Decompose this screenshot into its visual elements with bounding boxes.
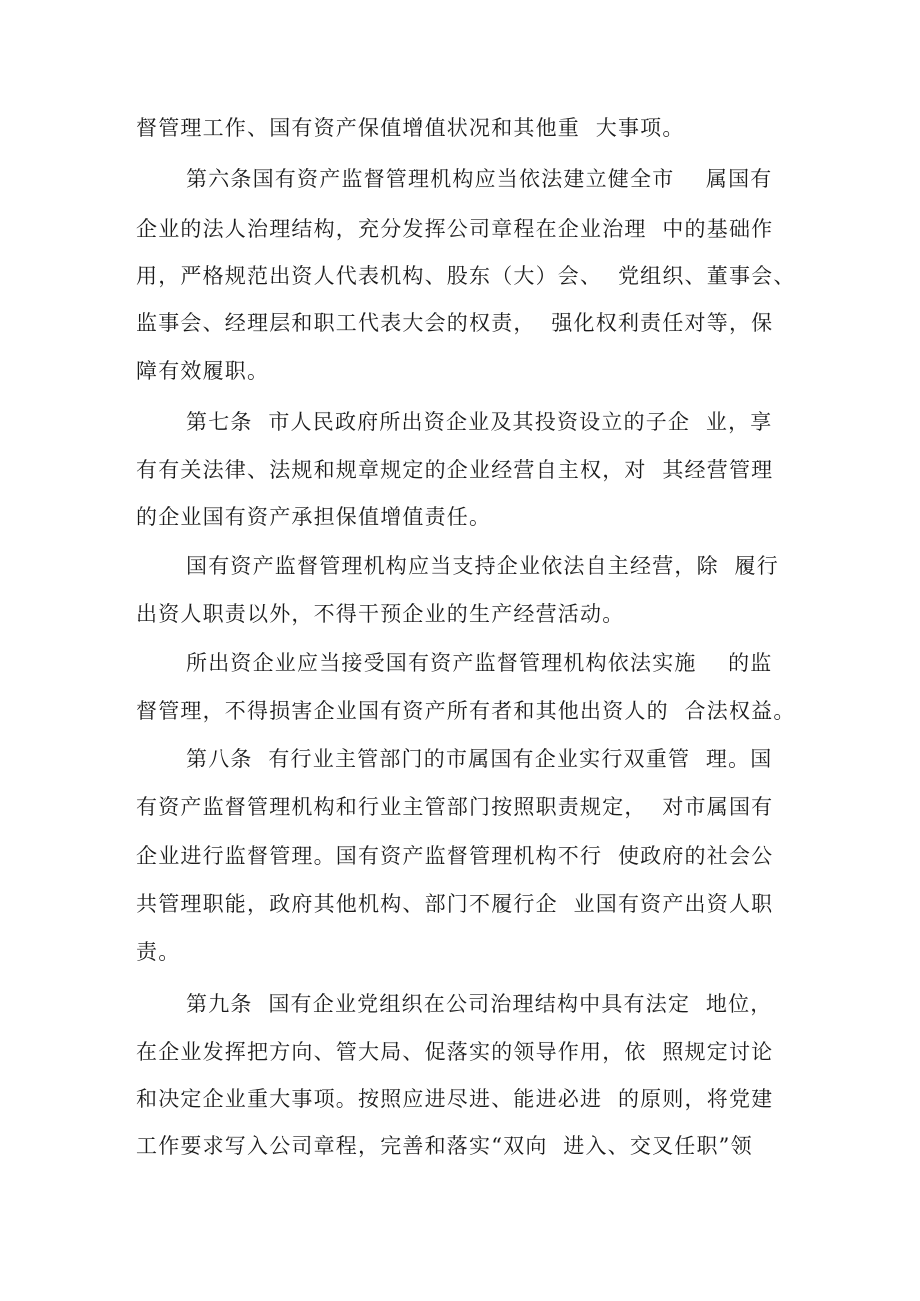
text-line: 第八条 有行业主管部门的市属国有企业实行双重管 理。国	[186, 747, 773, 771]
text-line: 在企业发挥把方向、管大局、促落实的领导作用，依 照规定讨论	[136, 1040, 774, 1064]
text-line: 督管理，不得损害企业国有资产所有者和其他出资人的 合法权益。	[136, 699, 796, 723]
text-line: 监事会、经理层和职工代表大会的权责， 强化权利责任对等，保	[136, 311, 774, 335]
text-line: 所出资企业应当接受国有资产监督管理机构依法实施 的监	[186, 651, 773, 675]
text-line: 第九条 国有企业党组织在公司治理结构中具有法定 地位，	[186, 992, 773, 1016]
text-line: 第六条国有资产监督管理机构应当依法建立健全市 属国有	[186, 167, 773, 191]
text-line: 企业进行监督管理。国有资产监督管理机构不行 使政府的社会公	[136, 844, 774, 868]
text-line: 共管理职能，政府其他机构、部门不履行企 业国有资产出资人职	[136, 892, 774, 916]
text-line: 国有资产监督管理机构应当支持企业依法自主经营，除 履行	[186, 554, 779, 578]
text-line: 第七条 市人民政府所出资企业及其投资设立的子企 业，享	[186, 410, 773, 434]
text-line: 责。	[136, 940, 181, 964]
text-line: 障有效履职。	[136, 359, 270, 383]
text-line: 有有关法律、法规和规章规定的企业经营自主权，对 其经营管理	[136, 458, 774, 482]
text-line: 出资人职责以外，不得干预企业的生产经营活动。	[136, 602, 625, 626]
text-line: 和决定企业重大事项。按照应进尽进、能进必进 的原则，将党建	[136, 1087, 774, 1111]
text-line: 用，严格规范出资人代表机构、股东（大）会、 党组织、董事会、	[136, 264, 796, 288]
text-line: 的企业国有资产承担保值增值责任。	[136, 505, 492, 529]
text-line: 工作要求写入公司章程，完善和落实“双向 进入、交叉任职”领	[136, 1134, 753, 1158]
text-line: 企业的法人治理结构，充分发挥公司章程在企业治理 中的基础作	[136, 217, 774, 241]
text-line: 督管理工作、国有资产保值增值状况和其他重 大事项。	[136, 116, 685, 140]
text-line: 有资产监督管理机构和行业主管部门按照职责规定， 对市属国有	[136, 795, 774, 819]
